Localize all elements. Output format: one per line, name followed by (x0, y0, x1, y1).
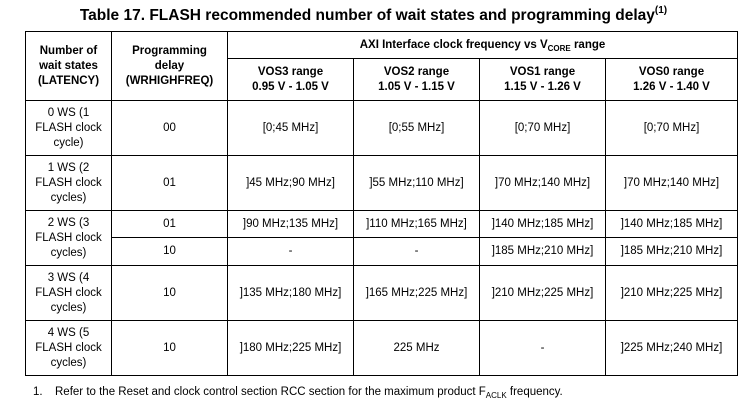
cell-wait-states: 0 WS (1 FLASH clock cycle) (26, 101, 112, 156)
cell-vos3: ]180 MHz;225 MHz] (228, 321, 354, 376)
header-vos1: VOS1 range 1.15 V - 1.26 V (480, 59, 606, 101)
cell-vos2: [0;55 MHz] (354, 101, 480, 156)
cell-vos1: ]140 MHz;185 MHz] (480, 211, 606, 238)
cell-vos1: - (480, 321, 606, 376)
cell-vos2: ]165 MHz;225 MHz] (354, 266, 480, 321)
table-title: Table 17. FLASH recommended number of wait states and programming delay$^{(1)}$ (79, 5, 668, 25)
cell-vos0: ]185 MHz;210 MHz] (606, 238, 738, 266)
cell-delay: 10 (112, 321, 228, 376)
cell-delay: 10 (112, 238, 228, 266)
cell-vos1: ]185 MHz;210 MHz] (480, 238, 606, 266)
table-row (26, 156, 738, 211)
cell-vos0: ]70 MHz;140 MHz] (606, 156, 738, 211)
cell-vos1: ]70 MHz;140 MHz] (480, 156, 606, 211)
flash-wait-states-table (25, 31, 738, 376)
cell-vos0: ]140 MHz;185 MHz] (606, 211, 738, 238)
cell-delay: 01 (112, 156, 228, 211)
cell-vos3: ]45 MHz;90 MHz] (228, 156, 354, 211)
cell-wait-states: 4 WS (5 FLASH clock cycles) (26, 321, 112, 376)
cell-vos3: - (228, 238, 354, 266)
cell-vos0: [0;70 MHz] (606, 101, 738, 156)
cell-delay: 00 (112, 101, 228, 156)
header-vos3: VOS3 range 0.95 V - 1.05 V (228, 59, 354, 101)
header-programming-delay: Programming delay (WRHIGHFREQ) (112, 32, 228, 101)
title-footnote-ref: (1) (654, 5, 668, 16)
table-row (26, 266, 738, 321)
header-vos2: VOS2 range 1.05 V - 1.15 V (354, 59, 480, 101)
table-row (26, 321, 738, 376)
cell-delay: 01 (112, 211, 228, 238)
cell-vos2: ]110 MHz;165 MHz] (354, 211, 480, 238)
cell-delay: 10 (112, 266, 228, 321)
cell-vos3: ]90 MHz;135 MHz] (228, 211, 354, 238)
header-vos0: VOS0 range 1.26 V - 1.40 V (606, 59, 738, 101)
header-axi-frequency: AXI Interface clock frequency vs $V_{CORE}$ range (228, 32, 738, 59)
cell-vos1: ]210 MHz;225 MHz] (480, 266, 606, 321)
table-footnote: 1. Refer to the Reset and clock control section RCC section for the maximum product $F_{ACLK}$ frequency. (33, 386, 563, 400)
cell-wait-states: 3 WS (4 FLASH clock cycles) (26, 266, 112, 321)
cell-wait-states: 1 WS (2 FLASH clock cycles) (26, 156, 112, 211)
cell-vos2: - (354, 238, 480, 266)
table-row (26, 101, 738, 156)
cell-vos3: ]135 MHz;180 MHz] (228, 266, 354, 321)
cell-vos0: ]225 MHz;240 MHz] (606, 321, 738, 376)
cell-vos2: 225 MHz (354, 321, 480, 376)
cell-vos2: ]55 MHz;110 MHz] (354, 156, 480, 211)
table-row (26, 211, 738, 238)
table-row (26, 238, 738, 266)
cell-vos0: ]210 MHz;225 MHz] (606, 266, 738, 321)
cell-vos3: [0;45 MHz] (228, 101, 354, 156)
header-latency: Number of wait states (LATENCY) (26, 32, 112, 101)
cell-vos1: [0;70 MHz] (480, 101, 606, 156)
cell-wait-states: 2 WS (3 FLASH clock cycles) (26, 211, 112, 266)
